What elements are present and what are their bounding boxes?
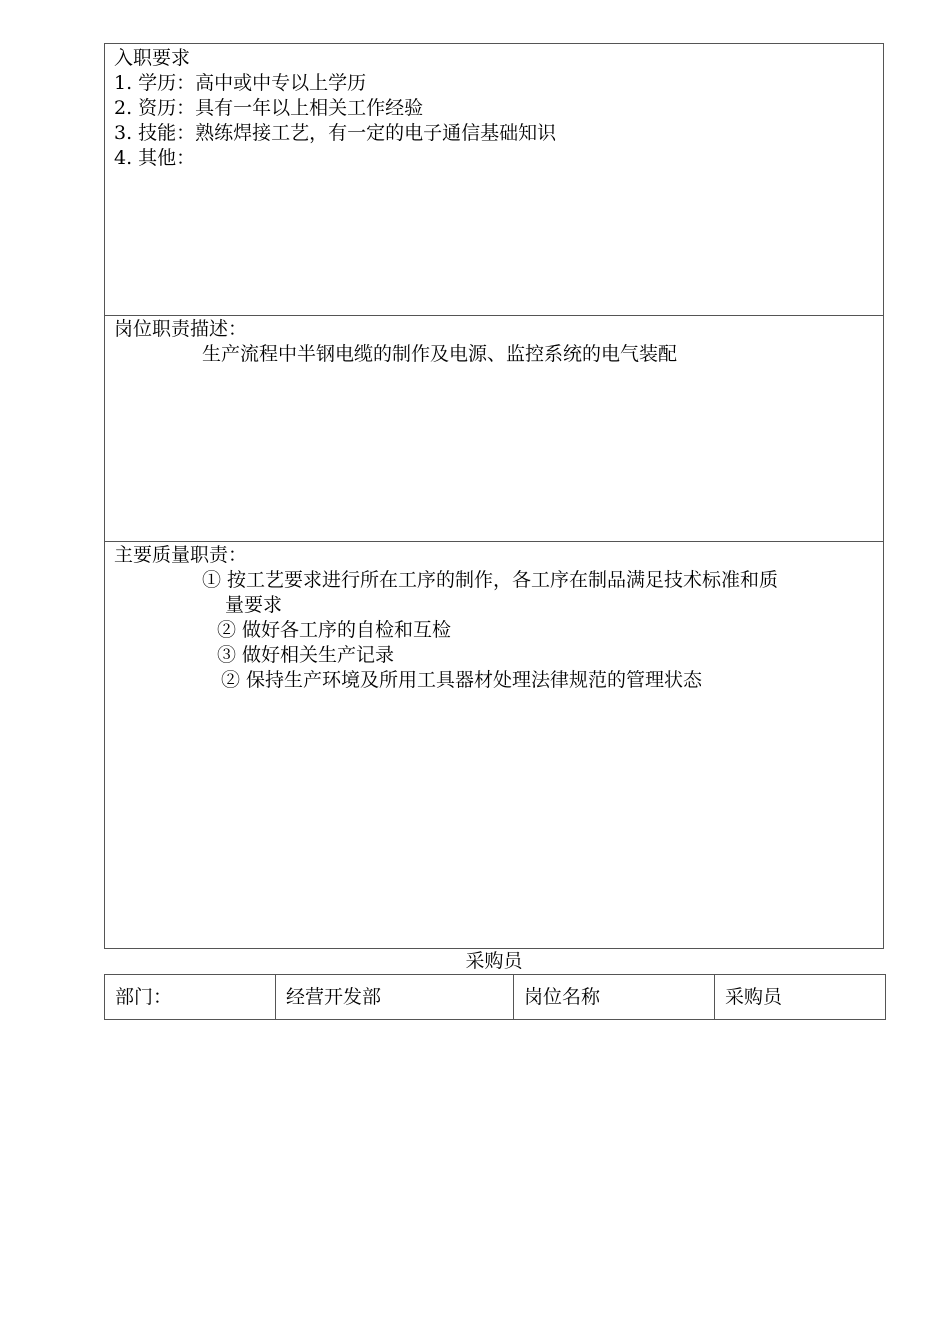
quality-duty-heading: 主要质量职责： [114, 544, 248, 566]
requirement-education: 1. 学历：高中或中专以上学历 [114, 72, 367, 94]
position-name-label: 岗位名称 [514, 975, 715, 1020]
position-caption: 采购员 [465, 950, 523, 972]
position-info-table [104, 974, 886, 1020]
department-value: 经营开发部 [276, 975, 514, 1020]
quality-item-3: ③ 做好相关生产记录 [217, 644, 395, 666]
entry-requirements-heading: 入职要求 [114, 47, 191, 69]
department-label: 部门： [105, 975, 276, 1020]
job-duty-text: 生产流程中半钢电缆的制作及电源、监控系统的电气装配 [202, 343, 678, 365]
entry-requirements-section [104, 43, 884, 316]
table-row [105, 975, 886, 1020]
requirement-other: 4. 其他： [114, 147, 196, 169]
quality-item-4: ② 保持生产环境及所用工具器材处理法律规范的管理状态 [221, 669, 703, 691]
requirement-experience: 2. 资历：具有一年以上相关工作经验 [114, 97, 424, 119]
position-name-value: 采购员 [715, 975, 886, 1020]
quality-item-2: ② 做好各工序的自检和互检 [217, 619, 452, 641]
job-duty-heading: 岗位职责描述： [114, 318, 248, 340]
job-duty-section [104, 315, 884, 542]
quality-duty-section [104, 541, 884, 949]
quality-item-1: ① 按工艺要求进行所在工序的制作，各工序在制品满足技术标准和质 [202, 569, 779, 591]
requirement-skills: 3. 技能：熟练焊接工艺，有一定的电子通信基础知识 [114, 122, 557, 144]
quality-item-1-continued: 量要求 [225, 594, 283, 616]
